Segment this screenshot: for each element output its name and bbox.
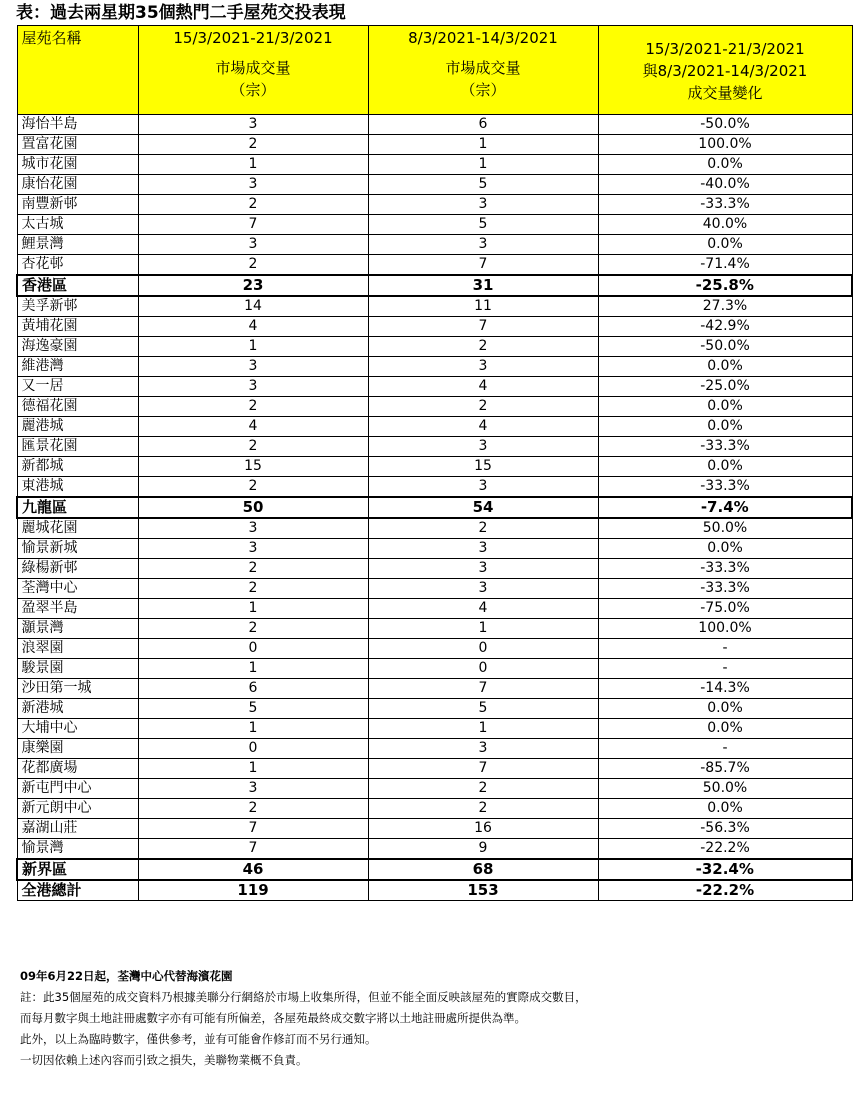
period2-volume-cell: 1 [368,155,598,175]
volume-change-cell: 0.0% [598,235,852,255]
volume-change-cell: -7.4% [598,497,852,518]
estate-name-cell: 愉景灣 [17,839,138,860]
estate-name-cell: 綠楊新邨 [17,559,138,579]
volume-change-cell: 50.0% [598,779,852,799]
period2-volume-cell: 2 [368,799,598,819]
estate-name-cell: 黃埔花園 [17,317,138,337]
estate-name-cell: 匯景花園 [17,437,138,457]
volume-change-cell: - [598,659,852,679]
period2-volume-cell: 4 [368,377,598,397]
period1-volume-cell: 7 [138,819,368,839]
note-disclaimer-1: 註：此35個屋苑的成交資料乃根據美聯分行網絡於市場上收集所得，但並不能全面反映該屋苑的實際成交數目， [20,990,587,1004]
table-row [17,115,852,135]
volume-change-cell: -33.3% [598,559,852,579]
estate-name-cell: 荃灣中心 [17,579,138,599]
period2-volume-cell: 3 [368,559,598,579]
table-row [17,457,852,477]
table-row [17,639,852,659]
header-period2 [368,26,598,115]
period2-volume-cell: 1 [368,135,598,155]
period2-volume-cell: 2 [368,518,598,539]
estate-name-cell: 灝景灣 [17,619,138,639]
estate-name-cell: 城市花園 [17,155,138,175]
volume-change-cell: -33.3% [598,477,852,498]
period1-volume-cell: 3 [138,175,368,195]
estate-name-cell: 浪翠園 [17,639,138,659]
table-row [17,215,852,235]
period1-volume-cell: 15 [138,457,368,477]
table-body [17,115,852,901]
period2-volume-cell: 7 [368,759,598,779]
period2-volume-cell: 16 [368,819,598,839]
table-row [17,679,852,699]
table-title: 表：過去兩星期35個熱門二手屋苑交投表現 [16,3,346,23]
estate-name-cell: 德福花園 [17,397,138,417]
table-row [17,296,852,317]
table-row [17,397,852,417]
estate-name-cell: 新屯門中心 [17,779,138,799]
period1-volume-cell: 50 [138,497,368,518]
period1-volume-cell: 1 [138,659,368,679]
period2-volume-cell: 3 [368,195,598,215]
header-period1 [138,26,368,115]
volume-change-cell: -56.3% [598,819,852,839]
period1-volume-cell: 46 [138,859,368,880]
transaction-table [16,25,853,901]
period1-volume-cell: 2 [138,397,368,417]
header-period2-dates: 8/3/2021-14/3/2021 [408,29,558,47]
estate-name-cell: 康怡花園 [17,175,138,195]
volume-change-cell: - [598,739,852,759]
period1-volume-cell: 2 [138,619,368,639]
estate-name-cell: 東港城 [17,477,138,498]
period1-volume-cell: 1 [138,719,368,739]
period1-volume-cell: 3 [138,115,368,135]
period2-volume-cell: 3 [368,579,598,599]
table-row [17,477,852,498]
estate-name-cell: 海怡半島 [17,115,138,135]
period1-volume-cell: 2 [138,559,368,579]
estate-name-cell: 太古城 [17,215,138,235]
table-row [17,719,852,739]
table-row [17,759,852,779]
subtotal-row [17,859,852,880]
volume-change-cell: -33.3% [598,437,852,457]
estate-name-cell: 愉景新城 [17,539,138,559]
estate-name-cell: 全港總計 [17,880,138,901]
period1-volume-cell: 2 [138,799,368,819]
period1-volume-cell: 0 [138,739,368,759]
volume-change-cell: -71.4% [598,255,852,276]
period2-volume-cell: 5 [368,175,598,195]
period2-volume-cell: 5 [368,699,598,719]
volume-change-cell: -33.3% [598,195,852,215]
estate-name-cell: 新都城 [17,457,138,477]
header-change [598,26,852,115]
period2-volume-cell: 0 [368,659,598,679]
estate-name-cell: 新元朗中心 [17,799,138,819]
table-row [17,377,852,397]
note-replacement: 09年6月22日起，荃灣中心代替海濱花園 [20,969,233,983]
table-row [17,699,852,719]
header-estate: 屋苑名稱 [17,26,138,115]
estate-name-cell: 九龍區 [17,497,138,518]
period1-volume-cell: 3 [138,357,368,377]
estate-name-cell: 新界區 [17,859,138,880]
table-row [17,579,852,599]
volume-change-cell: -14.3% [598,679,852,699]
period2-volume-cell: 9 [368,839,598,860]
period1-volume-cell: 5 [138,699,368,719]
period1-volume-cell: 3 [138,377,368,397]
period1-volume-cell: 4 [138,417,368,437]
table-row [17,337,852,357]
period1-volume-cell: 1 [138,155,368,175]
volume-change-cell: -33.3% [598,579,852,599]
volume-change-cell: 0.0% [598,699,852,719]
table-row [17,799,852,819]
table-row [17,779,852,799]
table-row [17,839,852,860]
header-period1-unit: （宗） [230,81,276,99]
header-change-line2: 與8/3/2021-14/3/2021 [642,61,808,80]
estate-name-cell: 麗港城 [17,417,138,437]
period2-volume-cell: 4 [368,417,598,437]
estate-name-cell: 沙田第一城 [17,679,138,699]
header-period1-dates: 15/3/2021-21/3/2021 [173,29,333,47]
period2-volume-cell: 2 [368,337,598,357]
estate-name-cell: 香港區 [17,275,138,296]
volume-change-cell: 0.0% [598,457,852,477]
table-row [17,155,852,175]
table-row [17,135,852,155]
volume-change-cell: 0.0% [598,357,852,377]
table-row [17,599,852,619]
period1-volume-cell: 2 [138,579,368,599]
volume-change-cell: 0.0% [598,799,852,819]
volume-change-cell: -85.7% [598,759,852,779]
period2-volume-cell: 54 [368,497,598,518]
table-row [17,417,852,437]
volume-change-cell: 50.0% [598,518,852,539]
estate-name-cell: 花都廣場 [17,759,138,779]
period2-volume-cell: 153 [368,880,598,901]
note-disclaimer-3: 此外，以上為臨時數字，僅供參考，並有可能會作修訂而不另行通知。 [20,1032,377,1046]
volume-change-cell: -25.8% [598,275,852,296]
grand-total-row [17,880,852,901]
estate-name-cell: 嘉湖山莊 [17,819,138,839]
volume-change-cell: -42.9% [598,317,852,337]
header-period2-label: 市場成交量 [445,59,521,77]
table-row [17,659,852,679]
estate-name-cell: 麗城花園 [17,518,138,539]
estate-name-cell: 新港城 [17,699,138,719]
volume-change-cell: -50.0% [598,337,852,357]
period1-volume-cell: 3 [138,235,368,255]
period2-volume-cell: 2 [368,397,598,417]
estate-name-cell: 又一居 [17,377,138,397]
period2-volume-cell: 5 [368,215,598,235]
table-row [17,739,852,759]
subtotal-row [17,497,852,518]
volume-change-cell: -50.0% [598,115,852,135]
period2-volume-cell: 31 [368,275,598,296]
period2-volume-cell: 1 [368,719,598,739]
estate-name-cell: 杏花邨 [17,255,138,276]
volume-change-cell: 0.0% [598,155,852,175]
period2-volume-cell: 68 [368,859,598,880]
table-row [17,195,852,215]
period2-volume-cell: 4 [368,599,598,619]
estate-name-cell: 盈翠半島 [17,599,138,619]
table-row [17,518,852,539]
volume-change-cell: 0.0% [598,719,852,739]
estate-name-cell: 康樂園 [17,739,138,759]
period2-volume-cell: 2 [368,779,598,799]
table-row [17,437,852,457]
period1-volume-cell: 119 [138,880,368,901]
volume-change-cell: 40.0% [598,215,852,235]
period2-volume-cell: 3 [368,539,598,559]
volume-change-cell: -22.2% [598,839,852,860]
estate-name-cell: 維港灣 [17,357,138,377]
header-period1-label: 市場成交量 [215,59,291,77]
note-disclaimer-4: 一切因依賴上述內容而引致之損失，美聯物業概不負責。 [20,1053,308,1067]
table-row [17,357,852,377]
table-row [17,819,852,839]
table-row [17,619,852,639]
period1-volume-cell: 2 [138,255,368,276]
period1-volume-cell: 1 [138,599,368,619]
volume-change-cell: 27.3% [598,296,852,317]
subtotal-row [17,275,852,296]
period2-volume-cell: 0 [368,639,598,659]
volume-change-cell: -75.0% [598,599,852,619]
estate-name-cell: 大埔中心 [17,719,138,739]
table-row [17,175,852,195]
period1-volume-cell: 2 [138,135,368,155]
period1-volume-cell: 1 [138,759,368,779]
period2-volume-cell: 3 [368,477,598,498]
volume-change-cell: -25.0% [598,377,852,397]
table-row [17,235,852,255]
volume-change-cell: -32.4% [598,859,852,880]
table-row [17,255,852,276]
header-change-line3: 成交量變化 [687,83,763,102]
table-row [17,317,852,337]
volume-change-cell: 0.0% [598,417,852,437]
period1-volume-cell: 3 [138,518,368,539]
period2-volume-cell: 3 [368,437,598,457]
header-period2-unit: （宗） [460,81,506,99]
volume-change-cell: 100.0% [598,135,852,155]
period1-volume-cell: 1 [138,337,368,357]
header-row [17,26,852,115]
period1-volume-cell: 0 [138,639,368,659]
period2-volume-cell: 3 [368,739,598,759]
period2-volume-cell: 3 [368,357,598,377]
volume-change-cell: 0.0% [598,397,852,417]
estate-name-cell: 美孚新邨 [17,296,138,317]
estate-name-cell: 南豐新邨 [17,195,138,215]
estate-name-cell: 海逸豪園 [17,337,138,357]
period1-volume-cell: 14 [138,296,368,317]
volume-change-cell: 0.0% [598,539,852,559]
period1-volume-cell: 3 [138,539,368,559]
period2-volume-cell: 11 [368,296,598,317]
period2-volume-cell: 15 [368,457,598,477]
period1-volume-cell: 7 [138,215,368,235]
volume-change-cell: -22.2% [598,880,852,901]
volume-change-cell: -40.0% [598,175,852,195]
estate-name-cell: 置富花園 [17,135,138,155]
period1-volume-cell: 2 [138,437,368,457]
period2-volume-cell: 7 [368,679,598,699]
period1-volume-cell: 2 [138,477,368,498]
period1-volume-cell: 23 [138,275,368,296]
period2-volume-cell: 3 [368,235,598,255]
footnotes [20,966,587,1071]
period1-volume-cell: 6 [138,679,368,699]
table-row [17,559,852,579]
note-disclaimer-2: 而每月數字與土地註冊處數字亦有可能有所偏差，各屋苑最終成交數字將以土地註冊處所提供為準。 [20,1011,526,1025]
period2-volume-cell: 1 [368,619,598,639]
volume-change-cell: - [598,639,852,659]
period2-volume-cell: 7 [368,255,598,276]
header-change-line1: 15/3/2021-21/3/2021 [645,39,805,58]
estate-name-cell: 鯉景灣 [17,235,138,255]
period1-volume-cell: 7 [138,839,368,860]
period1-volume-cell: 3 [138,779,368,799]
volume-change-cell: 100.0% [598,619,852,639]
period2-volume-cell: 7 [368,317,598,337]
period1-volume-cell: 2 [138,195,368,215]
estate-name-cell: 駿景園 [17,659,138,679]
period1-volume-cell: 4 [138,317,368,337]
table-row [17,539,852,559]
period2-volume-cell: 6 [368,115,598,135]
